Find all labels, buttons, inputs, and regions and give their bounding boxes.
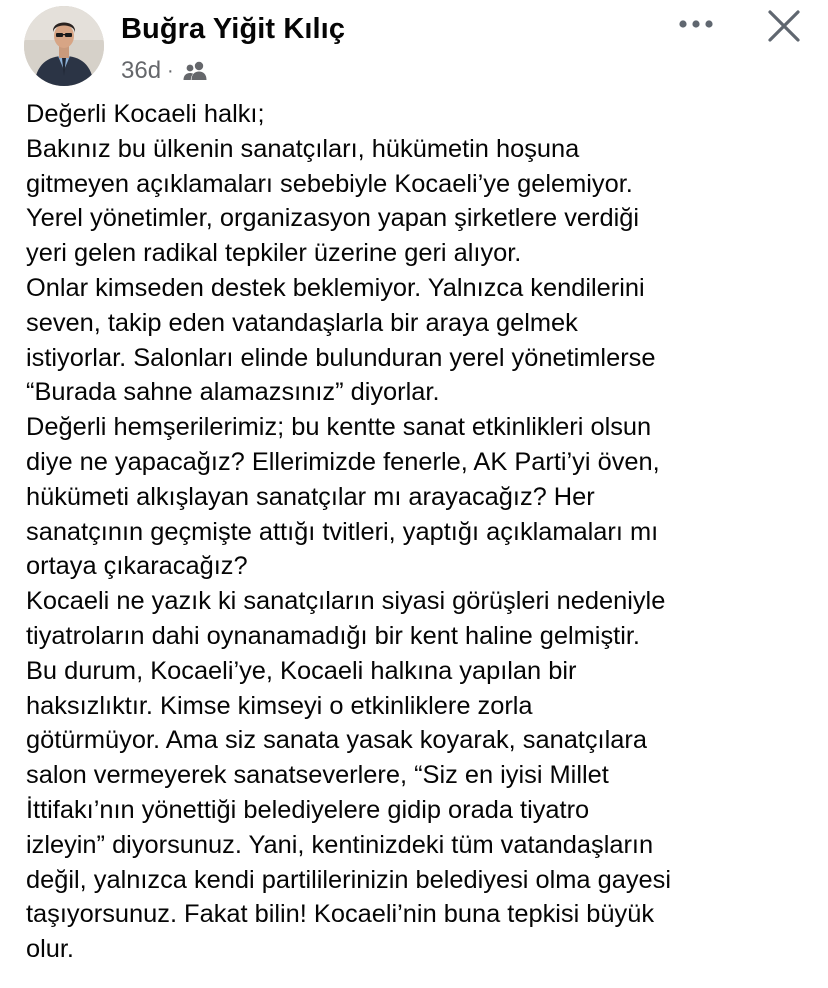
post-text-line: İttifakı’nın yönettiği belediyelere gidip orada tiyatro [26,795,590,824]
post-text-line: istiyorlar. Salonları elinde bulunduran yerel yönetimlerse [26,343,656,372]
post-text-line: Onlar kimseden destek beklemiyor. Yalnızca kendilerini [26,273,645,302]
post-text-line: Değerli hemşerilerimiz; bu kentte sanat etkinlikleri olsun [26,413,652,442]
post-text-line: haksızlıktır. Kimse kimseyi o etkinliklere zorla [26,691,533,720]
post-text-line: Yerel yönetimler, organizasyon yapan şirketlere verdiği [26,204,639,233]
post-text [26,97,822,967]
avatar-photo [24,6,104,86]
post-text-line: Bakınız bu ülkenin sanatçıları, hükümetin hoşuna [26,134,580,163]
more-horizontal-icon [678,19,714,29]
post-text-line: “Burada sahne alamazsınız” diyorlar. [26,378,440,407]
post-text-line: seven, takip eden vatandaşlarla bir araya gelmek [26,308,578,337]
post-text-line: ortaya çıkaracağız? [26,552,248,581]
post-text-line: olur. [26,935,74,964]
post-text-line: diye ne yapacağız? Ellerimizde fenerle, AK Parti’yi öven, [26,447,660,476]
post-text-line: Değerli Kocaeli halkı; [26,100,265,128]
post-text-line: götürmüyor. Ama siz sanata yasak koyarak, sanatçılara [26,726,647,755]
close-icon [767,9,801,43]
post-meta [121,56,208,86]
author-avatar[interactable] [24,6,104,86]
post-text-line: sanatçının geçmişte attığı tvitleri, yaptığı açıklamaları mı [26,517,659,546]
post-text-line: taşıyorsunuz. Fakat bilin! Kocaeli’nin buna tepkisi büyük [26,900,655,929]
post-text-line: değil, yalnızca kendi partililerinizin belediyesi olma gayesi [26,865,671,894]
close-button[interactable] [760,4,808,48]
post-time[interactable]: 36d [121,57,162,84]
more-options-button[interactable] [674,8,718,40]
friends-icon[interactable] [182,60,208,82]
author-name[interactable]: Buğra Yiğit Kılıç [121,13,346,45]
post-text-line: izleyin” diyorsunuz. Yani, kentinizdeki tüm vatandaşların [26,830,654,859]
post-text-line: tiyatroların dahi oynanamadığı bir kent haline gelmiştir. [26,621,640,650]
post-text-line: gitmeyen açıklamaları sebebiyle Kocaeli’ye gelemiyor. [26,169,633,198]
post-text-line: salon vermeyerek sanatseverlere, “Siz en iyisi Millet [26,761,609,790]
post-text-line: Kocaeli ne yazık ki sanatçıların siyasi görüşleri nedeniyle [26,587,666,616]
post-text-line: Bu durum, Kocaeli’ye, Kocaeli halkına yapılan bir [26,656,577,685]
post-text-line: yeri gelen radikal tepkiler üzerine geri alıyor. [26,239,522,268]
post-header [0,0,828,96]
meta-separator: · [167,59,174,82]
post-text-line: hükümeti alkışlayan sanatçılar mı arayacağız? Her [26,482,595,511]
